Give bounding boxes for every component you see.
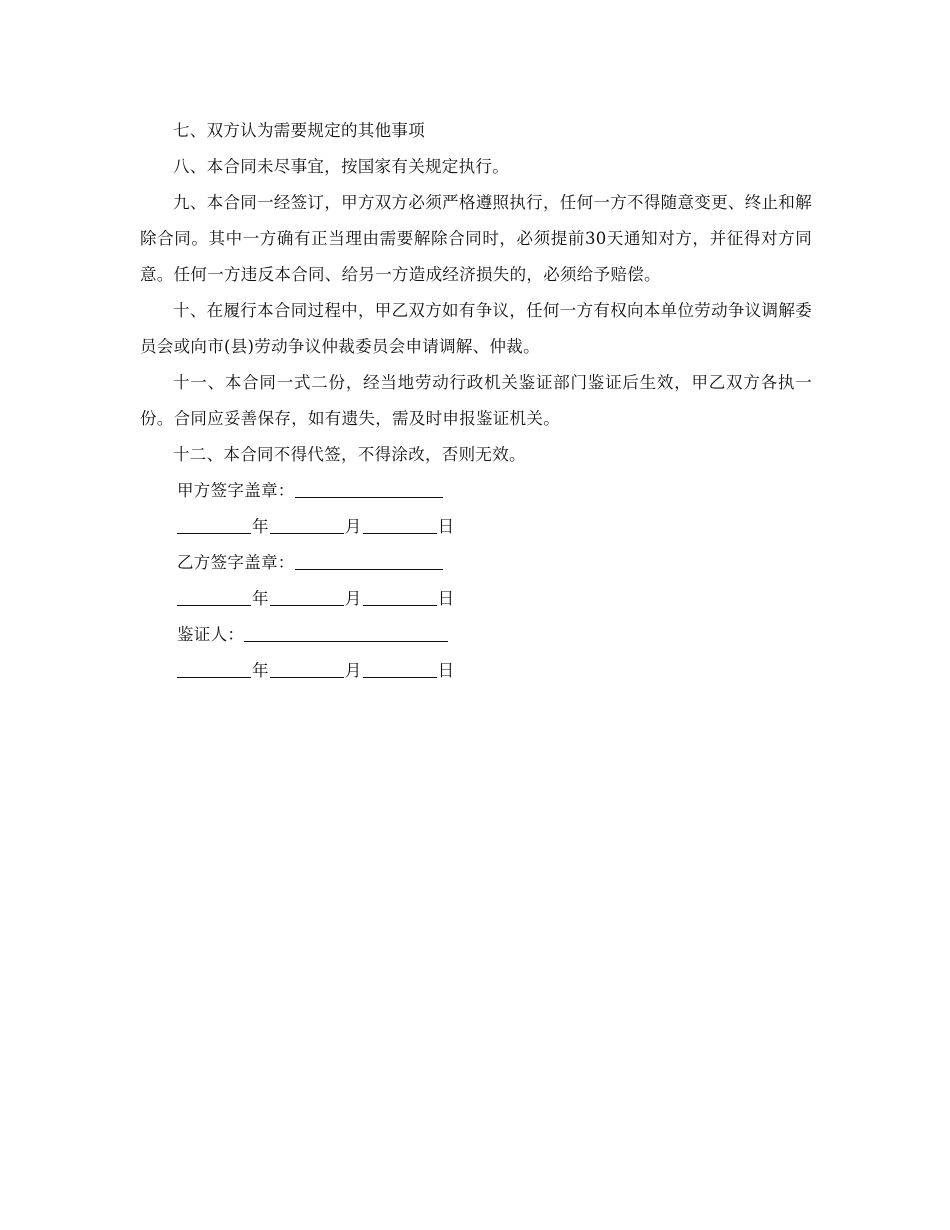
witness-year-blank[interactable] bbox=[177, 655, 251, 678]
party-a-signature-row bbox=[140, 473, 812, 509]
clause-9: 九、本合同一经签订，甲方双方必须严格遵照执行，任何一方不得随意变更、终止和解除合同。其中一方确有正当理由需要解除合同时，必须提前30天通知对方，并征得对方同意。任何一方违反本合同、给另一方造成经济损失的，必须给予赔偿。 bbox=[140, 193, 812, 284]
party-a-signature-label: 甲方签字盖章： bbox=[177, 481, 295, 500]
day-label: 日 bbox=[437, 517, 455, 536]
year-label: 年 bbox=[252, 517, 269, 536]
day-label: 日 bbox=[437, 661, 455, 680]
party-b-signature-blank[interactable] bbox=[295, 547, 443, 570]
witness-signature-label: 鉴证人： bbox=[177, 625, 245, 644]
party-a-year-blank[interactable] bbox=[177, 511, 251, 534]
party-a-date-row bbox=[140, 509, 812, 545]
clause-8: 八、本合同未尽事宜，按国家有关规定执行。 bbox=[173, 157, 509, 176]
party-a-month-blank[interactable] bbox=[270, 511, 344, 534]
party-a-day-blank[interactable] bbox=[363, 511, 437, 534]
party-b-signature-label: 乙方签字盖章： bbox=[177, 553, 295, 572]
year-label: 年 bbox=[252, 661, 269, 680]
witness-day-blank[interactable] bbox=[363, 655, 437, 678]
clause-11: 十一、本合同一式二份，经当地劳动行政机关鉴证部门鉴证后生效，甲乙双方各执一份。合同应妥善保存，如有遗失，需及时申报鉴证机关。 bbox=[140, 373, 812, 428]
month-label: 月 bbox=[344, 661, 362, 680]
contract-body bbox=[140, 113, 812, 689]
year-label: 年 bbox=[252, 589, 269, 608]
witness-signature-blank[interactable] bbox=[244, 619, 448, 642]
witness-month-blank[interactable] bbox=[270, 655, 344, 678]
day-label: 日 bbox=[437, 589, 455, 608]
party-b-year-blank[interactable] bbox=[177, 583, 251, 606]
party-b-date-row bbox=[140, 581, 812, 617]
clause-12: 十二、本合同不得代签，不得涂改，否则无效。 bbox=[173, 445, 526, 464]
month-label: 月 bbox=[344, 517, 362, 536]
party-a-signature-blank[interactable] bbox=[295, 475, 443, 498]
party-b-month-blank[interactable] bbox=[270, 583, 344, 606]
clause-7: 七、双方认为需要规定的其他事项 bbox=[173, 121, 425, 140]
witness-date-row bbox=[140, 653, 812, 689]
month-label: 月 bbox=[344, 589, 362, 608]
witness-signature-row bbox=[140, 617, 812, 653]
clause-10: 十、在履行本合同过程中，甲乙双方如有争议，任何一方有权向本单位劳动争议调解委员会或向市(县)劳动争议仲裁委员会申请调解、仲裁。 bbox=[140, 301, 812, 356]
party-b-day-blank[interactable] bbox=[363, 583, 437, 606]
party-b-signature-row bbox=[140, 545, 812, 581]
